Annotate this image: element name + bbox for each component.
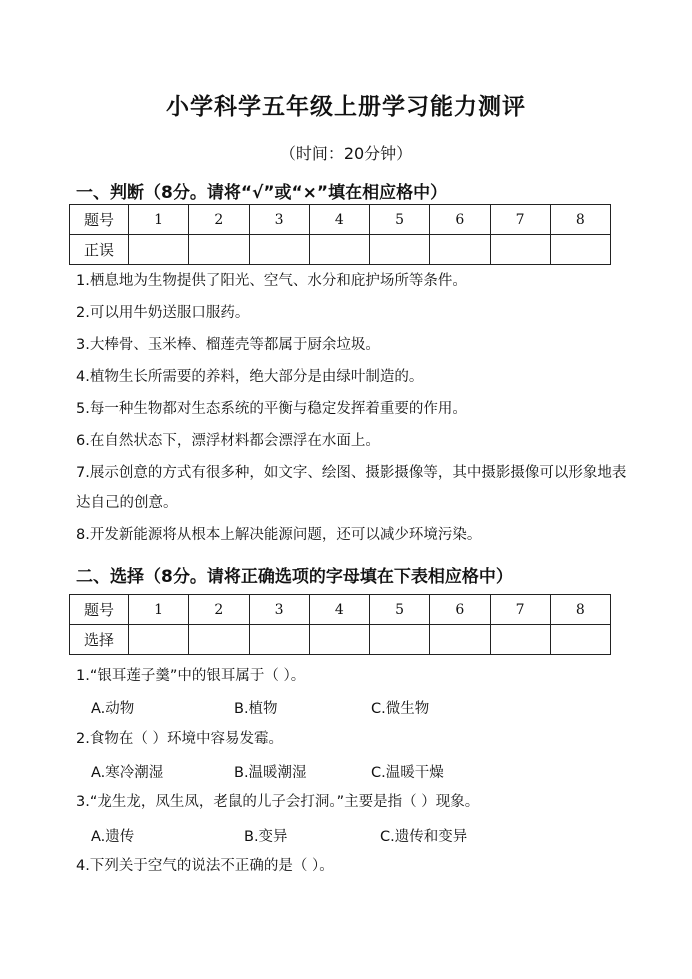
table-row <box>70 235 611 265</box>
judgement-question: 2.可以用牛奶送服口服药。 <box>76 305 250 321</box>
table-row <box>70 205 611 235</box>
answer-cell[interactable] <box>490 235 550 265</box>
question-number-cell: 3 <box>249 205 309 235</box>
question-number-cell: 6 <box>430 205 490 235</box>
answer-cell[interactable] <box>309 235 369 265</box>
section2-answer-table <box>69 594 611 655</box>
table-header-label: 题号 <box>70 205 129 235</box>
question-number-cell: 8 <box>550 205 610 235</box>
answer-cell[interactable] <box>129 235 189 265</box>
choice-option: B.变异 <box>244 829 288 845</box>
choice-question-stem: 4.下列关于空气的说法不正确的是（ ）。 <box>76 858 334 874</box>
answer-cell[interactable] <box>430 625 490 655</box>
choice-option: A.寒冷潮湿 <box>91 765 164 781</box>
question-number-cell: 5 <box>370 595 430 625</box>
answer-cell[interactable] <box>550 235 610 265</box>
judgement-question: 6.在自然状态下，漂浮材料都会漂浮在水面上。 <box>76 433 380 449</box>
question-number-cell: 3 <box>249 595 309 625</box>
choice-option: C.温暖干燥 <box>371 765 444 781</box>
choice-option: C.遗传和变异 <box>380 829 468 845</box>
choice-option: A.遗传 <box>91 829 135 845</box>
question-number-cell: 7 <box>490 205 550 235</box>
section1-heading: 一、判断（8分。请将“√”或“×”填在相应格中） <box>76 183 448 203</box>
judgement-question: 7.展示创意的方式有很多种，如文字、绘图、摄影摄像等，其中摄影摄像可以形象地表达自己的创意。 <box>76 465 627 511</box>
choice-question-stem: 2.食物在（ ）环境中容易发霉。 <box>76 731 283 747</box>
judgement-question: 3.大棒骨、玉米棒、榴莲壳等都属于厨余垃圾。 <box>76 337 380 353</box>
judgement-question: 5.每一种生物都对生态系统的平衡与稳定发挥着重要的作用。 <box>76 401 467 417</box>
answer-cell[interactable] <box>249 235 309 265</box>
judgement-question: 1.栖息地为生物提供了阳光、空气、水分和庇护场所等条件。 <box>76 273 467 289</box>
table-row <box>70 625 611 655</box>
question-number-cell: 1 <box>129 595 189 625</box>
choice-question-stem: 1.“银耳莲子羹”中的银耳属于（ ）。 <box>76 668 306 684</box>
answer-cell[interactable] <box>370 235 430 265</box>
answer-cell[interactable] <box>430 235 490 265</box>
answer-cell[interactable] <box>370 625 430 655</box>
section2-heading: 二、选择（8分。请将正确选项的字母填在下表相应格中） <box>76 567 513 587</box>
answer-cell[interactable] <box>129 625 189 655</box>
choice-question-stem: 3.“龙生龙，凤生凤，老鼠的儿子会打洞。”主要是指（ ）现象。 <box>76 794 480 810</box>
answer-cell[interactable] <box>249 625 309 655</box>
choice-option: B.植物 <box>234 701 278 717</box>
choice-option: A.动物 <box>91 701 135 717</box>
page-title: 小学科学五年级上册学习能力测评 <box>166 94 526 120</box>
choice-option: C.微生物 <box>371 701 430 717</box>
answer-cell[interactable] <box>309 625 369 655</box>
question-number-cell: 6 <box>430 595 490 625</box>
answer-cell[interactable] <box>550 625 610 655</box>
judgement-question: 8.开发新能源将从根本上解决能源问题，还可以减少环境污染。 <box>76 527 482 543</box>
question-number-cell: 1 <box>129 205 189 235</box>
question-number-cell: 8 <box>550 595 610 625</box>
table-answer-label: 选择 <box>70 625 129 655</box>
question-number-cell: 4 <box>309 205 369 235</box>
judgement-question: 4.植物生长所需要的养料，绝大部分是由绿叶制造的。 <box>76 369 424 385</box>
choice-option: B.温暖潮湿 <box>234 765 307 781</box>
answer-cell[interactable] <box>189 235 249 265</box>
question-number-cell: 4 <box>309 595 369 625</box>
table-row <box>70 595 611 625</box>
question-number-cell: 7 <box>490 595 550 625</box>
answer-cell[interactable] <box>490 625 550 655</box>
table-answer-label: 正误 <box>70 235 129 265</box>
question-number-cell: 5 <box>370 205 430 235</box>
time-limit: （时间：20分钟） <box>279 144 413 163</box>
question-number-cell: 2 <box>189 595 249 625</box>
answer-cell[interactable] <box>189 625 249 655</box>
question-number-cell: 2 <box>189 205 249 235</box>
table-header-label: 题号 <box>70 595 129 625</box>
section1-answer-table <box>69 204 611 265</box>
